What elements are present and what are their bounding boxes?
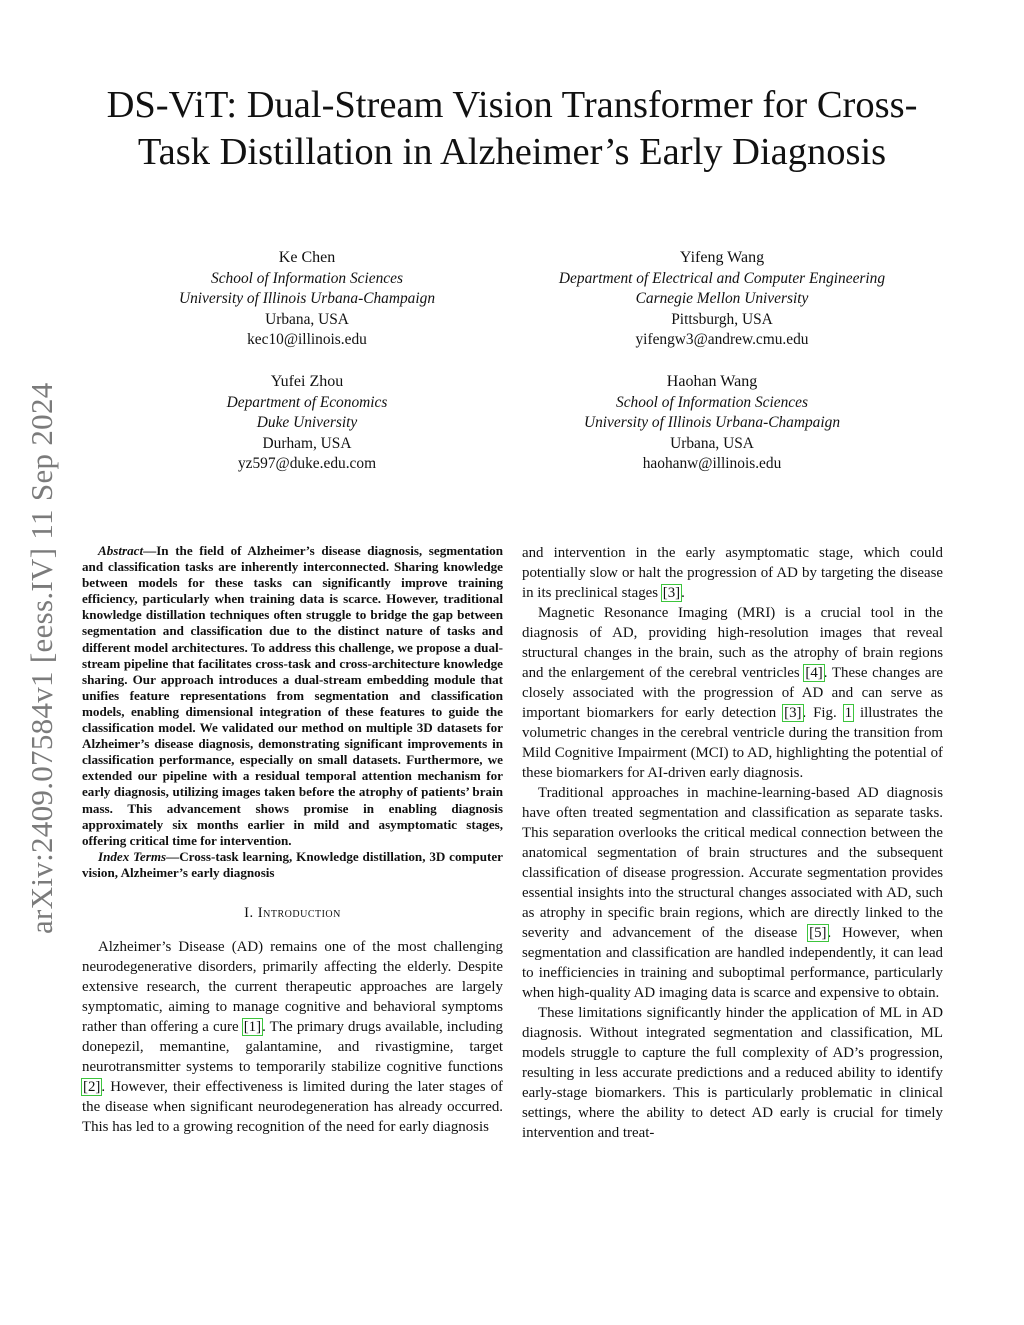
author-location: Urbana, USA [265,310,349,328]
author-3 [97,372,517,475]
paragraph-text: Magnetic Resonance Imaging (MRI) is a crucial tool in the diagnosis of AD, providing high-resolution images that reveal structural changes in the brain, such as the atrophy of brain regions and the enlargement of the cerebral ventricles [522,605,943,681]
citation-link[interactable]: [2] [83,1078,101,1095]
figure-link[interactable]: 1 [844,705,853,721]
author-institution: University of Illinois Urbana-Champaign [583,414,841,432]
author-1 [97,248,517,351]
paragraph-text: . These changes are closely associated with the progression of AD and can serve as important biomarkers for early detection [522,665,944,721]
arxiv-identifier: arXiv:2409.07584v1 [eess.IV] 11 Sep 2024 [24,382,59,934]
intro-paragraph-1 [82,937,503,1137]
intro-paragraph-continued [522,543,943,603]
intro-paragraph-mri [522,603,943,783]
author-institution: University of Illinois Urbana-Champaign [178,290,436,308]
author-email: yifengw3@andrew.cmu.edu [635,331,809,349]
abstract-label: Abstract [98,543,144,558]
section-heading [82,903,503,923]
paragraph-text: illustrates the volumetric changes in the cerebral ventricle during the transition from Mild Cognitive Impairment (MCI) to AD, highlighting the potential of these biomarkers for AI-driven early diagnosis. [522,705,943,781]
section-number: I. [244,904,254,921]
paragraph-text: Traditional approaches in machine-learning-based AD diagnosis have often treated segmentation and classification as separate tasks. This separation overlooks the critical medical connection between the anatomical segmentation of brain structures and the subsequent classification of disease progression. Accurate segmentation provides essential insights into the structural changes associated with AD, such as atrophy in specific brain regions, which are directly linked to the severity and advancement of the disease [522,785,943,941]
index-terms-label: Index Terms [98,848,167,864]
author-location: Pittsburgh, USA [671,310,773,328]
left-column [82,543,503,1137]
citation-link[interactable]: [3] [662,585,681,601]
paragraph-text: . Fig. [802,705,844,721]
author-name: Haohan Wang [666,373,758,390]
right-column [522,543,943,1143]
intro-paragraph-limitations: These limitations significantly hinder the application of ML in AD diagnosis. Without integrated segmentation and classification, ML models struggle to capture the full complexity of AD’s progression, resulting in less accurate predictions and a reduced ability to identify early-stage biomarkers. This is particularly problematic in clinical settings, where the ability to detect AD early is crucial for timely intervention and treat- [522,1005,943,1141]
abstract-text: —In the field of Alzheimer’s disease diagnosis, segmentation and classification tasks are inherently interconnected. Sharing knowledge between models for these tasks can significantly improve training efficiency, particularly when training data is scarce. However, traditional knowledge distillation techniques often struggle to bridge the gap between segmentation and classification due to the distinct nature of tasks and different model architectures. To address this challenge, we propose a dual-stream pipeline that facilitates cross-task and cross-architecture knowledge sharing. Our approach introduces a dual-stream embedding module that unifies feature representations from segmentation and classification models, enabling dimensional integration of these features to guide the classification model. We validated our method on multiple 3D datasets for Alzheimer’s disease diagnosis, demonstrating significant improvements in classification performance, especially on small datasets. Furthermore, we extended our pipeline with a residual temporal attention mechanism for early diagnosis, utilizing images taken before the atrophy of patients’ brain mass. This advancement shows promise in enabling diagnosis approximately six months earlier in mild and asymptomatic stages, offering critical time for intervention. [82,543,503,848]
paper-title: DS-ViT: Dual-Stream Vision Transformer for Cross-Task Distillation in Alzheimer’s Early Diagnosis [106,84,918,173]
paragraph-text: . However, when segmentation and classification are handled independently, it can lead to inefficiencies in training and suboptimal performance, particularly when high-quality AD imaging data is scarce and expensive to obtain. [522,925,943,1001]
index-terms [82,849,503,881]
index-terms-text: —Cross-task learning, Knowledge distillation, 3D computer vision, Alzheimer’s early diagnosis [82,848,503,880]
author-department: School of Information Sciences [211,269,403,287]
paragraph-text: Alzheimer’s Disease (AD) remains one of the most challenging neurodegenerative disorders, primarily affecting the elderly. Despite extensive research, the current therapeutic approaches are largely symptomatic, aiming to manage cognitive and behavioral symptoms rather than offering a cure [82,938,503,1035]
author-department: School of Information Sciences [616,393,808,411]
author-name: Yufei Zhou [270,373,344,390]
paragraph-text: . The primary drugs available, including donepezil, memantine, galantamine, and rivastigmine, target neurotransmitter systems to temporarily stabilize cognitive functions [82,1018,504,1075]
author-name: Ke Chen [278,249,336,266]
citation-link[interactable]: [5] [809,925,827,941]
author-institution: Carnegie Mellon University [635,290,809,308]
author-location: Urbana, USA [670,434,754,452]
author-institution: Duke University [256,414,358,432]
citation-link[interactable]: [4] [805,665,823,681]
section-title: Introduction [257,904,341,921]
paragraph-text: . [681,585,685,601]
author-email: haohanw@illinois.edu [642,455,782,473]
author-location: Durham, USA [262,434,352,452]
author-name: Yifeng Wang [679,249,765,266]
author-4 [502,372,922,475]
citation-link[interactable]: [3] [784,705,802,721]
author-department: Department of Economics [226,393,388,411]
author-department: Department of Electrical and Computer Engineering [558,269,886,287]
abstract [82,543,503,849]
author-2 [512,248,932,351]
intro-paragraph-traditional [522,783,943,1003]
citation-link[interactable]: [1] [243,1018,262,1035]
paragraph-text: . However, their effectiveness is limited during the later stages of the disease when significant neurodegeneration has already occurred. This has led to a growing recognition of the need for early diagnosis [82,1078,503,1135]
author-email: yz597@duke.edu.com [237,455,377,473]
author-email: kec10@illinois.edu [247,331,367,349]
paragraph-text: and intervention in the early asymptomatic stage, which could potentially slow or halt the progression of AD by targeting the disease in its preclinical stages [522,545,943,601]
